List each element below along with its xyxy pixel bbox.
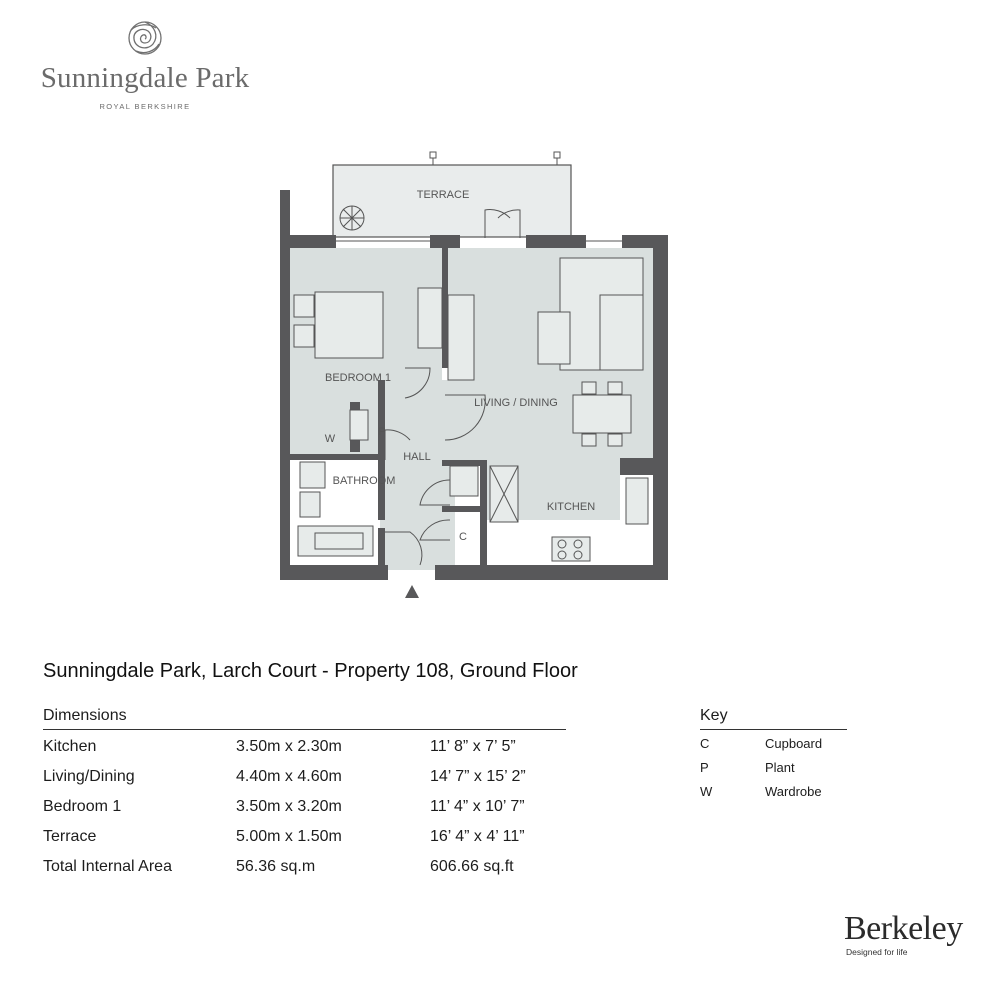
berkeley-logo xyxy=(844,912,963,957)
room-metric: 5.00m x 1.50m xyxy=(236,828,342,845)
living-label: LIVING / DINING xyxy=(474,397,558,409)
key-code: C xyxy=(700,736,710,751)
key-legend xyxy=(700,707,847,802)
plant-label: P xyxy=(378,426,386,438)
key-heading: Key xyxy=(700,707,847,730)
room-metric: 56.36 sq.m xyxy=(236,858,316,875)
bedroom-label: BEDROOM 1 xyxy=(324,372,392,384)
dimensions-table xyxy=(43,707,566,880)
table-row xyxy=(43,850,566,880)
list-item xyxy=(700,754,847,778)
table-row xyxy=(43,760,566,790)
plant-icon xyxy=(340,206,364,230)
room-imperial: 16’ 4” x 4’ 11” xyxy=(430,828,525,845)
berkeley-tagline: Designed for life xyxy=(846,947,908,957)
brand-logo xyxy=(40,18,250,111)
key-code: W xyxy=(700,784,713,799)
bathroom-label: BATHROOM xyxy=(332,475,396,487)
cupboard-label: C xyxy=(459,531,467,543)
list-item xyxy=(700,730,847,754)
table-row xyxy=(43,790,566,820)
berkeley-name: Berkeley xyxy=(844,910,963,947)
room-imperial: 11’ 4” x 10’ 7” xyxy=(430,798,525,815)
room-name: Kitchen xyxy=(43,738,97,755)
key-code: P xyxy=(700,760,709,775)
key-label: Plant xyxy=(765,760,795,775)
wardrobe-label: W xyxy=(324,433,336,445)
key-label: Cupboard xyxy=(765,736,823,751)
dimensions-heading: Dimensions xyxy=(43,707,566,730)
room-metric: 3.50m x 3.20m xyxy=(236,798,342,815)
room-name: Living/Dining xyxy=(43,768,135,785)
room-metric: 4.40m x 4.60m xyxy=(236,768,342,785)
table-row xyxy=(43,820,566,850)
brand-name: Sunningdale Park xyxy=(40,62,250,94)
page-title: Sunningdale Park, Larch Court - Property 108, Ground Floor xyxy=(43,660,578,682)
rose-icon xyxy=(125,18,165,58)
room-metric: 3.50m x 2.30m xyxy=(236,738,342,755)
room-imperial: 606.66 sq.ft xyxy=(430,858,514,875)
hall-label: HALL xyxy=(403,451,431,463)
list-item xyxy=(700,778,847,802)
terrace-label: TERRACE xyxy=(416,189,470,201)
key-label: Wardrobe xyxy=(765,784,822,799)
room-name: Bedroom 1 xyxy=(43,798,122,815)
room-name: Terrace xyxy=(43,828,97,845)
room-name: Total Internal Area xyxy=(43,858,172,875)
table-row xyxy=(43,730,566,760)
entrance-arrow-icon xyxy=(405,585,419,598)
brand-subtitle: ROYAL BERKSHIRE xyxy=(99,102,191,111)
room-imperial: 14’ 7” x 15’ 2” xyxy=(430,768,526,785)
kitchen-label: KITCHEN xyxy=(546,501,596,513)
room-imperial: 11’ 8” x 7’ 5” xyxy=(430,738,516,755)
floor-plan xyxy=(270,140,680,605)
